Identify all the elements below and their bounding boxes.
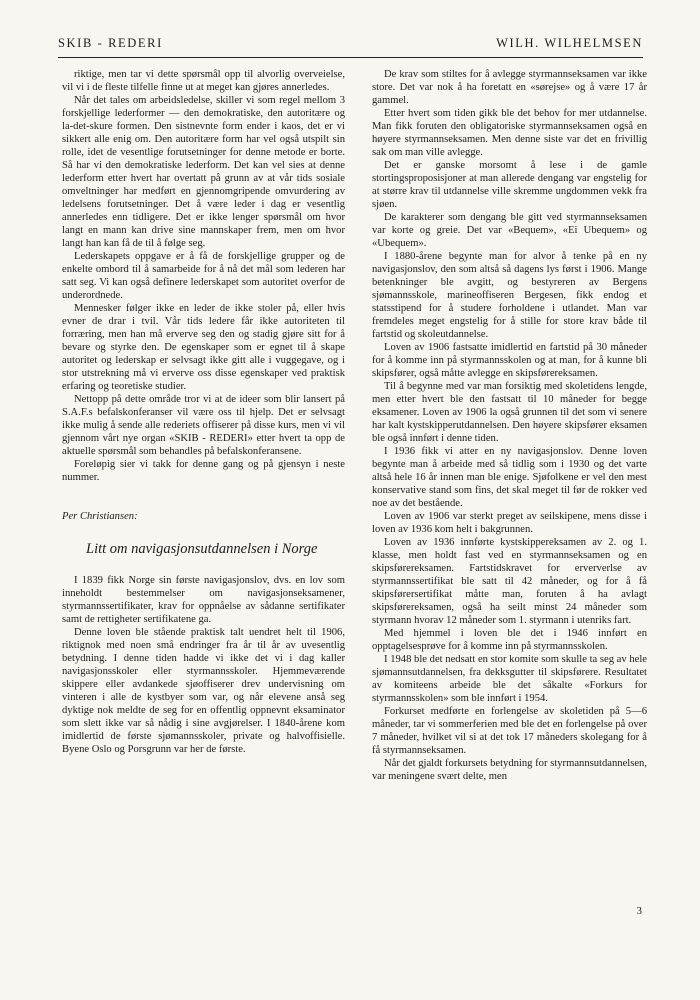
paragraph: Denne loven ble stående praktisk talt uendret helt til 1906, riktignok med noen små endringer fra år til år av uvesentlig betydning. I denne tiden hadde vi ikke det vi i dag kaller navigasjonsskoler eller styrmannsskoler. Hjemmeværende skippere eller avdankede sjøoffiserer drev undervisning om vinteren i alle de kystbyer som var, og når elevene anså seg dyktige nok meldte de seg for en offentlig oppnevnt eksaminator som slett ikke var så nådig i sine avgjørelser. I 1840-årene kom imidlertid de første sjømannsskoler, private og halvoffisielle. Byene Oslo og Porsgrunn var her de første.	[62, 627, 345, 755]
paragraph: Når det tales om arbeidsledelse, skiller vi som regel mellom 3 forskjellige lederformer — den demokratiske, den autoritære og la-det-skure formen. Den sistnevnte form ender i kaos, det er vi sikkert alle enig om. Den autoritære form har vel også utspilt sin rolle, idet de vesentlige forutsetninger for denne metode er borte. Så har vi den demokratiske lederform. Det kan vel sies at denne lederform etter hvert har overtatt på grunn av at vår tids sosiale omveltninger har medført en gjennomgripende omvurdering av ledelsens forutsetninger. Det å være leder i dag er vesentlig annerledes enn tidligere. Det er ikke lenger spørsmål om hvor langt en mann kan drive sine mannskaper frem, men om hvor langt han kan få de til å følge seg.	[62, 95, 345, 249]
header-publication: SKIB - REDERI	[58, 36, 163, 50]
paragraph: Loven av 1906 fastsatte imidlertid en fartstid på 30 måneder for å komme inn på styrmannsskolen og at man, for å kunne bli skipsfører, også måtte avlegge en skipsførereksamen.	[372, 342, 647, 379]
header-company: WILH. WILHELMSEN	[496, 36, 643, 50]
paragraph: Loven av 1936 innførte kystskippereksamen av 2. og 1. klasse, men holdt fast ved en styrmannseksamen og en skipsførereksamen. Fartstidskravet for erververlse av styrmannssertifikat ble satt til 42 måneder, og for å få skipsførersertifikat måtte man, foruten å ha avlagt skipsførereksamen, også ha seilt minst 24 måneder som styrmann hvorav 12 måneder som 1. styrmann i utenriks fart.	[372, 537, 647, 626]
article-title: Litt om navigasjonsutdannelsen i Norge	[86, 541, 318, 557]
paragraph: De krav som stiltes for å avlegge styrmannseksamen var ikke store. Det var nok å ha foretatt en «sørejse» og å være 17 år gammel.	[372, 69, 647, 106]
paragraph: I 1948 ble det nedsatt en stor komite som skulle ta seg av hele sjømannsutdannelsen, fra dekksgutter til skipsførere. Resultatet av komiteens arbeide ble det såkalte «Forkurs for styrmannsskolen» som ble innført i 1954.	[372, 654, 647, 704]
paragraph: Det er ganske morsomt å lese i de gamle stortingsproposisjoner at man allerede dengang var engstelig for at større krav til utdannelse ville skremme ungdommen vekk fra sjøen.	[372, 160, 647, 210]
paragraph: Med hjemmel i loven ble det i 1946 innført en opptagelsesprøve for å komme inn på styrmannsskolen.	[372, 628, 647, 652]
paragraph: I 1839 fikk Norge sin første navigasjonslov, dvs. en lov som inneholdt bestemmelser om navigasjonseksamener, styrmannssertifikater, krav for oppnåelse av sådanne sertifikater samt de rettigheter sertifikatene ga.	[62, 575, 345, 625]
right-column	[372, 68, 647, 783]
paragraph: Etter hvert som tiden gikk ble det behov for mer utdannelse. Man fikk foruten den obligatoriske styrmannseksamen også en høyere styrmannseksamen. Men denne siste var det en frivillig sak om man ville avlegge.	[372, 108, 647, 158]
paragraph: Forkurset medførte en forlengelse av skoletiden på 5—6 måneder, tar vi sommerferien med ble det en forlengelse på over 7 måneder, hvilket vil si at det tok 17 måneders skolegang for å få styrmannseksamen.	[372, 706, 647, 756]
paragraph: I 1880-årene begynte man for alvor å tenke på en ny navigasjonslov, den som altså så dagens lys først i 1906. Mange betenkninger ble avgitt, og bestyreren av Bergens sjømannsskole, marineoffiseren Bergesen, fikk endog et statsstipend for å studere forholdene i utlandet. Man var fremdeles meget engstelig for å stille for store krav både til fartstid og skoleutdannelse.	[372, 251, 647, 340]
paragraph: Lederskapets oppgave er å få de forskjellige grupper og de enkelte ombord til å samarbeide for å nå det mål som lederen har satt seg. Vi kan også definere lederskapet som autoritet overfor de underordnede.	[62, 251, 345, 301]
paragraph: Foreløpig sier vi takk for denne gang og på gjensyn i neste nummer.	[62, 459, 345, 483]
paragraph: Mennesker følger ikke en leder de ikke stoler på, eller hvis evner de drar i tvil. Vår tids ledere får ikke autoriteten til forræring, men han må erverve seg den og stadig gjøre sitt for å bevare og styrke den. De egenskaper som er egnet til å skape autoritet og lederskap er selvsagt ikke gitt alle i vuggegave, og i stor utstrekning må vi erverve oss disse egenskaper ved praktisk erfaring og teoretiske studier.	[62, 303, 345, 392]
paragraph: Nettopp på dette område tror vi at de ideer som blir lansert på S.A.F.s befalskonferanser vil være oss til hjelp. Det er selvsagt ikke mulig å sende alle rederiets offiserer på disse kurs, men vi vil gjennom vårt nye organ «SKIB - REDERI» etter hvert ta opp de aktuelle spørsmål som behandles på befalskonferansene.	[62, 394, 345, 457]
paragraph: Loven av 1906 var sterkt preget av seilskipene, mens disse i loven av 1936 kom helt i bakgrunnen.	[372, 511, 647, 535]
running-header	[58, 36, 643, 58]
paragraph: I 1936 fikk vi atter en ny navigasjonslov. Denne loven begynte man å arbeide med så tidlig som i 1930 og det varte altså hele 16 år innen man ble enige. Sjøfolkene er vel den mest konservative stand som fins, det skal meget til før de rokker ved noe av det bestående.	[372, 446, 647, 509]
left-column	[62, 68, 345, 756]
paragraph: Til å begynne med var man forsiktig med skoletidens lengde, men etter hvert ble den fastsatt til 10 måneder for begge eksamener. Loven av 1906 la også grunnen til det som vi senere har kalt kystskipperutdannelsen. Den høyere skipsfører eksamen ble også innført i denne tiden.	[372, 381, 647, 444]
paragraph: De karakterer som dengang ble gitt ved styrmannseksamen var korte og greie. Det var «Bequem», «Ei Ubequem» og «Ubequem».	[372, 212, 647, 249]
article-author: Per Christiansen:	[62, 511, 138, 522]
paragraph: riktige, men tar vi dette spørsmål opp til alvorlig overveielse, vil vi i de fleste tilfelle finne ut at meget kan gjøres annerledes.	[62, 69, 345, 93]
paragraph: Når det gjaldt forkursets betydning for styrmannsutdannelsen, var meningene svært delte, men	[372, 758, 647, 782]
page-number: 3	[636, 905, 642, 917]
